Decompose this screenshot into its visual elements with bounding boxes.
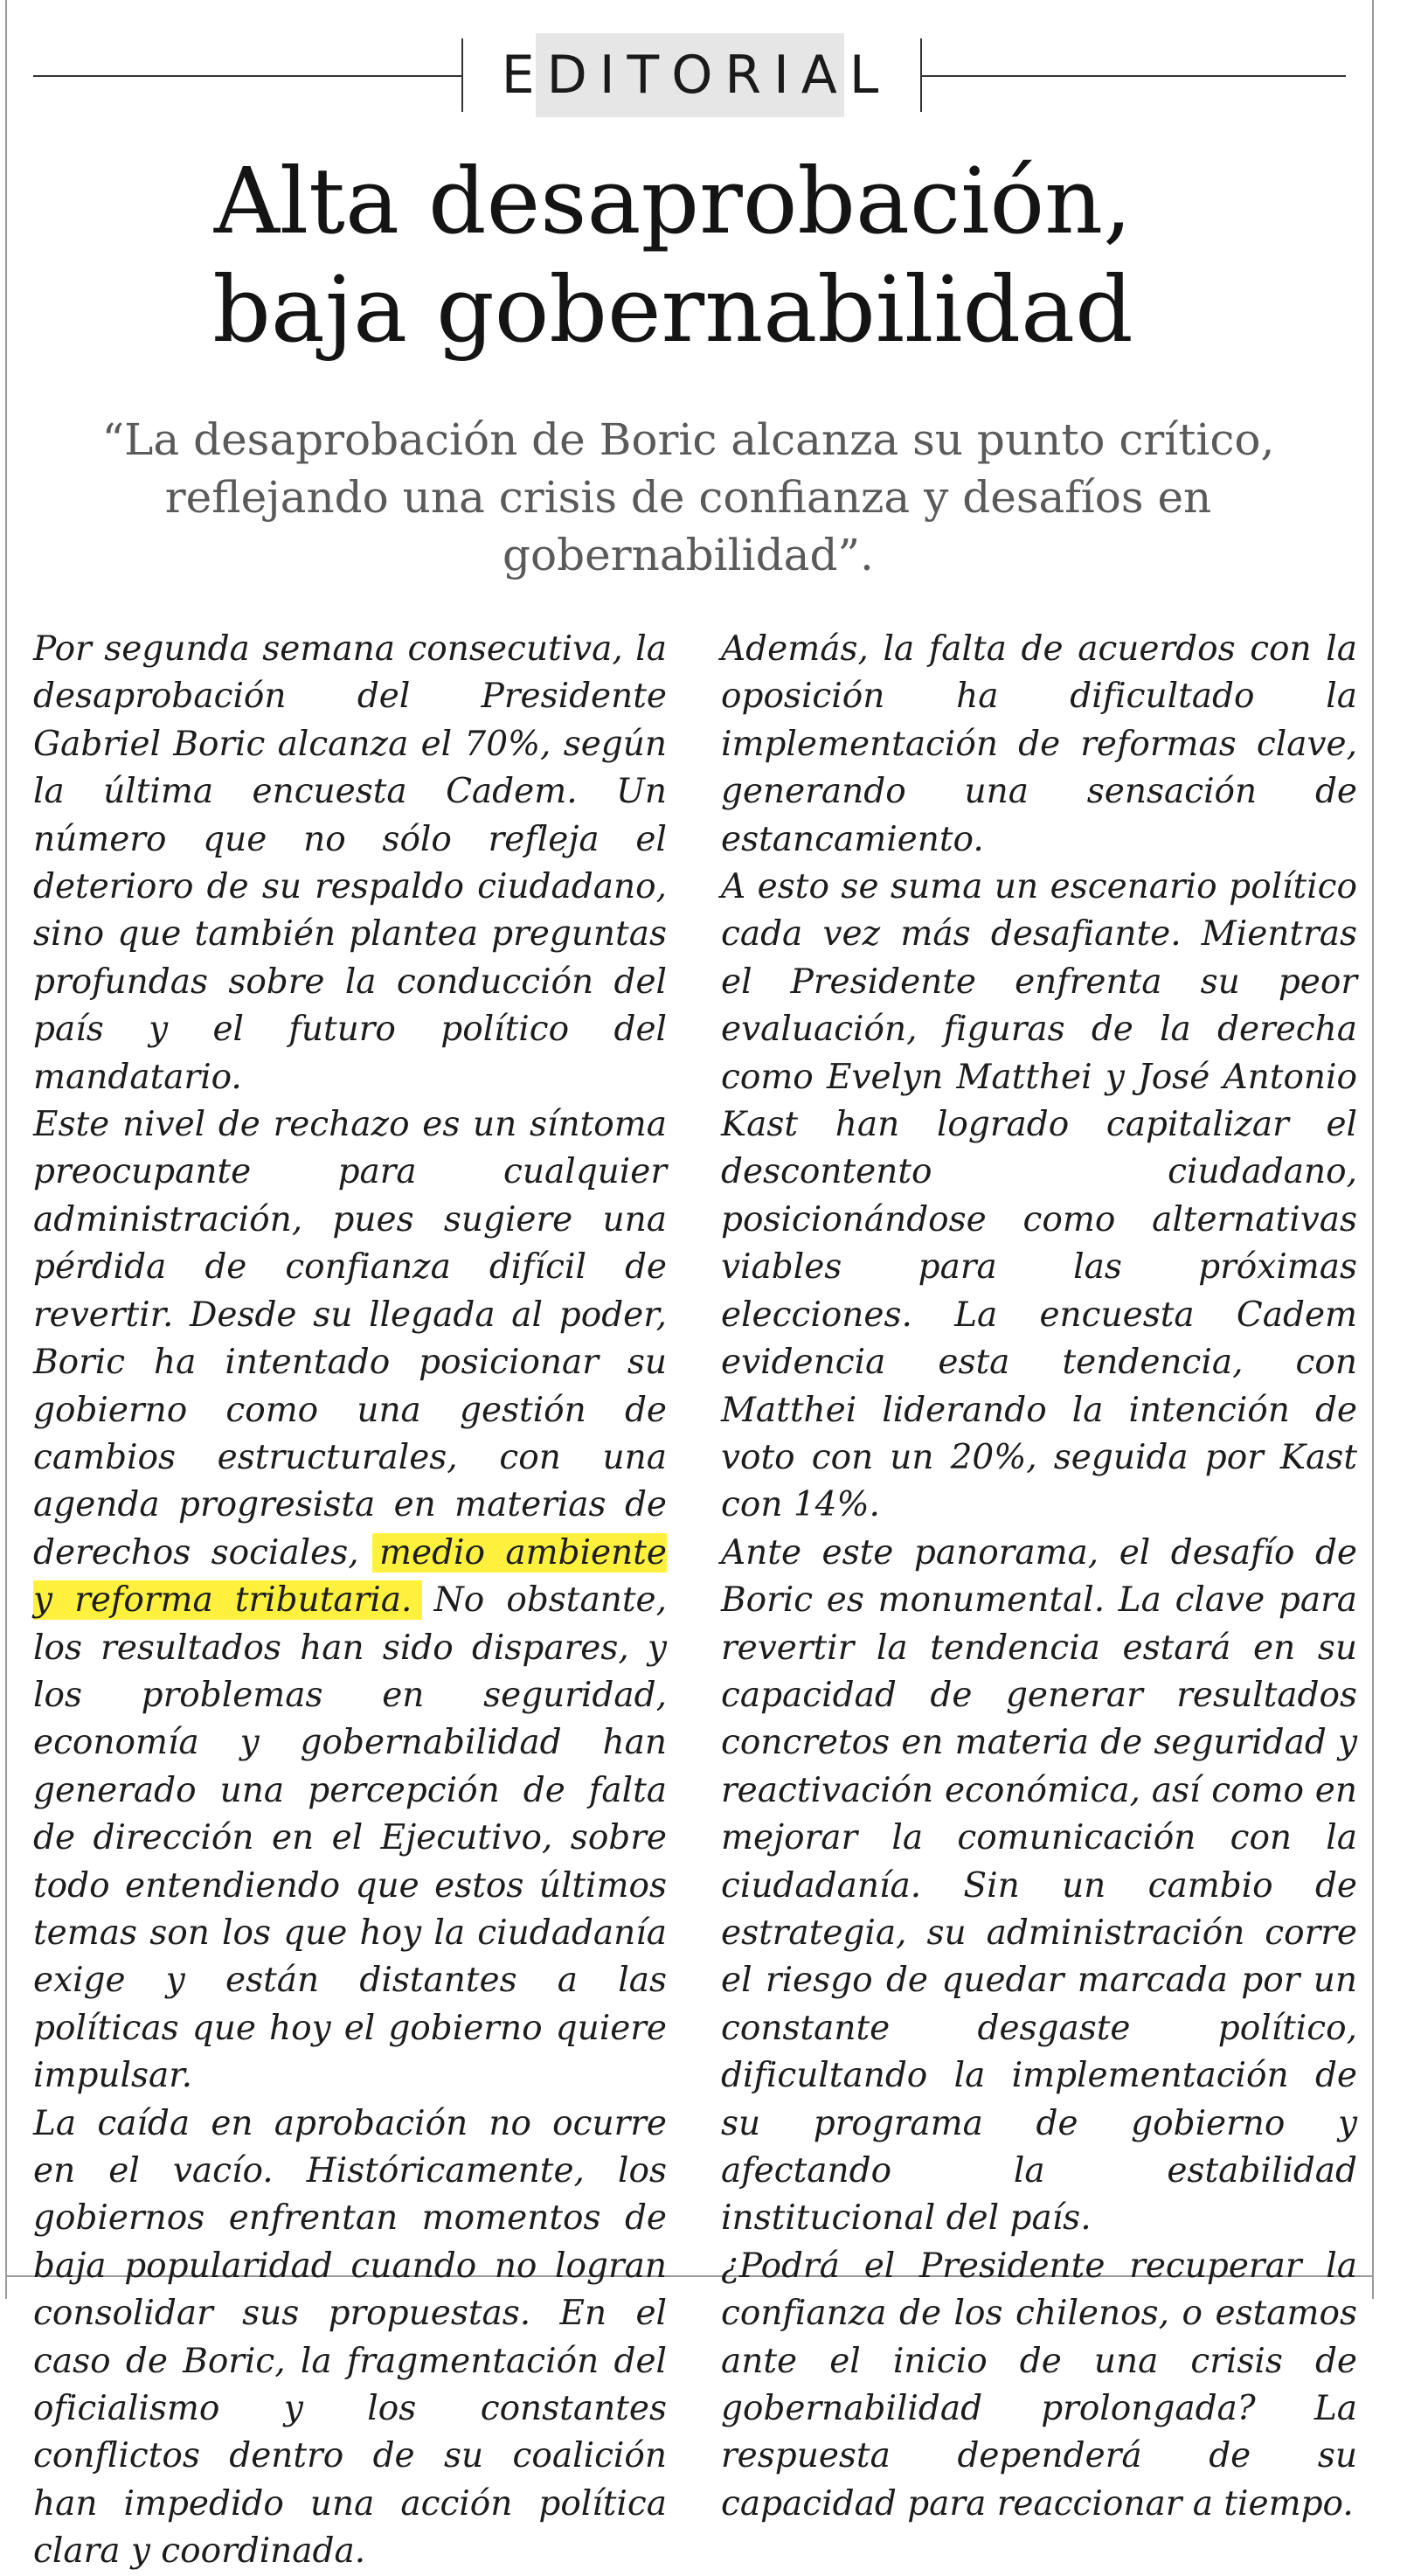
highlighted-text: medio ambiente y reforma tributaria. bbox=[33, 1532, 667, 1621]
page-border-left bbox=[5, 0, 7, 2299]
section-header bbox=[501, 33, 891, 117]
headline bbox=[105, 147, 1241, 364]
article-column-right bbox=[721, 626, 1357, 2528]
paragraph: ¿Podrá el Presidente recuperar la confianza de los chilenos, o estamos ante el inicio de una crisis de gobernabilidad prolongada? La respuesta dependerá de su capacidad para reaccionar a tiempo. bbox=[721, 2246, 1357, 2524]
paragraph: Además, la falta de acuerdos con la oposición ha dificultado la implementación de reformas clave, generando una sensación de estancamiento. bbox=[721, 629, 1357, 859]
section-label: EDITORIAL bbox=[501, 45, 891, 106]
headline-line-1: Alta desaprobación, bbox=[213, 148, 1133, 254]
headline-line-2: baja gobernabilidad bbox=[212, 256, 1133, 363]
paragraph: A esto se suma un escenario político cada vez más desafiante. Mientras el Presidente enfrenta su peor evaluación, figuras de la derecha como Evelyn Matthei y José Antonio Kast han logrado capitalizar el descontento ciudadano, posicionándose como alternativas viables para las próximas elecciones. La encuesta Cadem evidencia esta tendencia, con Matthei liderando la intención de voto con un 20%, seguida por Kast con 14%. bbox=[721, 867, 1357, 1525]
header-rule-right bbox=[922, 75, 1346, 77]
paragraph: Por segunda semana consecutiva, la desaprobación del Presidente Gabriel Boric alcanza el 70%, según la última encuesta Cadem. Un número que no sólo refleja el deterioro de su respaldo ciudadano, sino que también plantea preguntas profundas sobre la conducción del país y el futuro político del mandatario. bbox=[33, 629, 667, 1097]
paragraph: Ante este panorama, el desafío de Boric es monumental. La clave para revertir la tendencia estará en su capacidad de generar resultados concretos en materia de seguridad y reactivación económica, así como en mejorar la comunicación con la ciudadanía. Sin un cambio de estrategia, su administración corre el riesgo de quedar marcada por un constante desgaste político, dificultando la implementación de su programa de gobierno y afectando la estabilidad institucional del país. bbox=[721, 1532, 1357, 2239]
paragraph-text: Este nivel de rechazo es un síntoma preocupante para cualquier administración, pues sugiere una pérdida de confianza difícil de revertir. Desde su llegada al poder, Boric ha intentado posicionar su gobierno como una gestión de cambios estructurales, con una agenda progresista en materias de derechos sociales, bbox=[33, 1105, 667, 1573]
paragraph: La caída en aprobación no ocurre en el vacío. Históricamente, los gobiernos enfrentan momentos de baja popularidad cuando no logran consolidar sus propuestas. En el caso de Boric, la fragmentación del oficialismo y los constantes conflictos dentro de su coalición han impedido una acción política clara y coordinada. bbox=[33, 2103, 667, 2572]
header-rule-left bbox=[33, 75, 461, 77]
article-column-left bbox=[33, 626, 667, 2576]
subheadline-quote: “La desaprobación de Boric alcanza su punto crítico, reflejando una crisis de confianza y desafíos en gobernabilidad”. bbox=[101, 414, 1275, 580]
paragraph bbox=[33, 1101, 667, 2100]
paragraph-text: No obstante, los resultados han sido dispares, y los problemas en seguridad, economía y gobernabilidad han generado una percepción de falta de dirección en el Ejecutivo, sobre todo entendiendo que estos últimos temas son los que hoy la ciudadanía exige y están distantes a las políticas que hoy el gobierno quiere impulsar. bbox=[33, 1580, 667, 2096]
header-tick-left bbox=[461, 38, 463, 112]
column-divider-right bbox=[1372, 0, 1374, 2299]
